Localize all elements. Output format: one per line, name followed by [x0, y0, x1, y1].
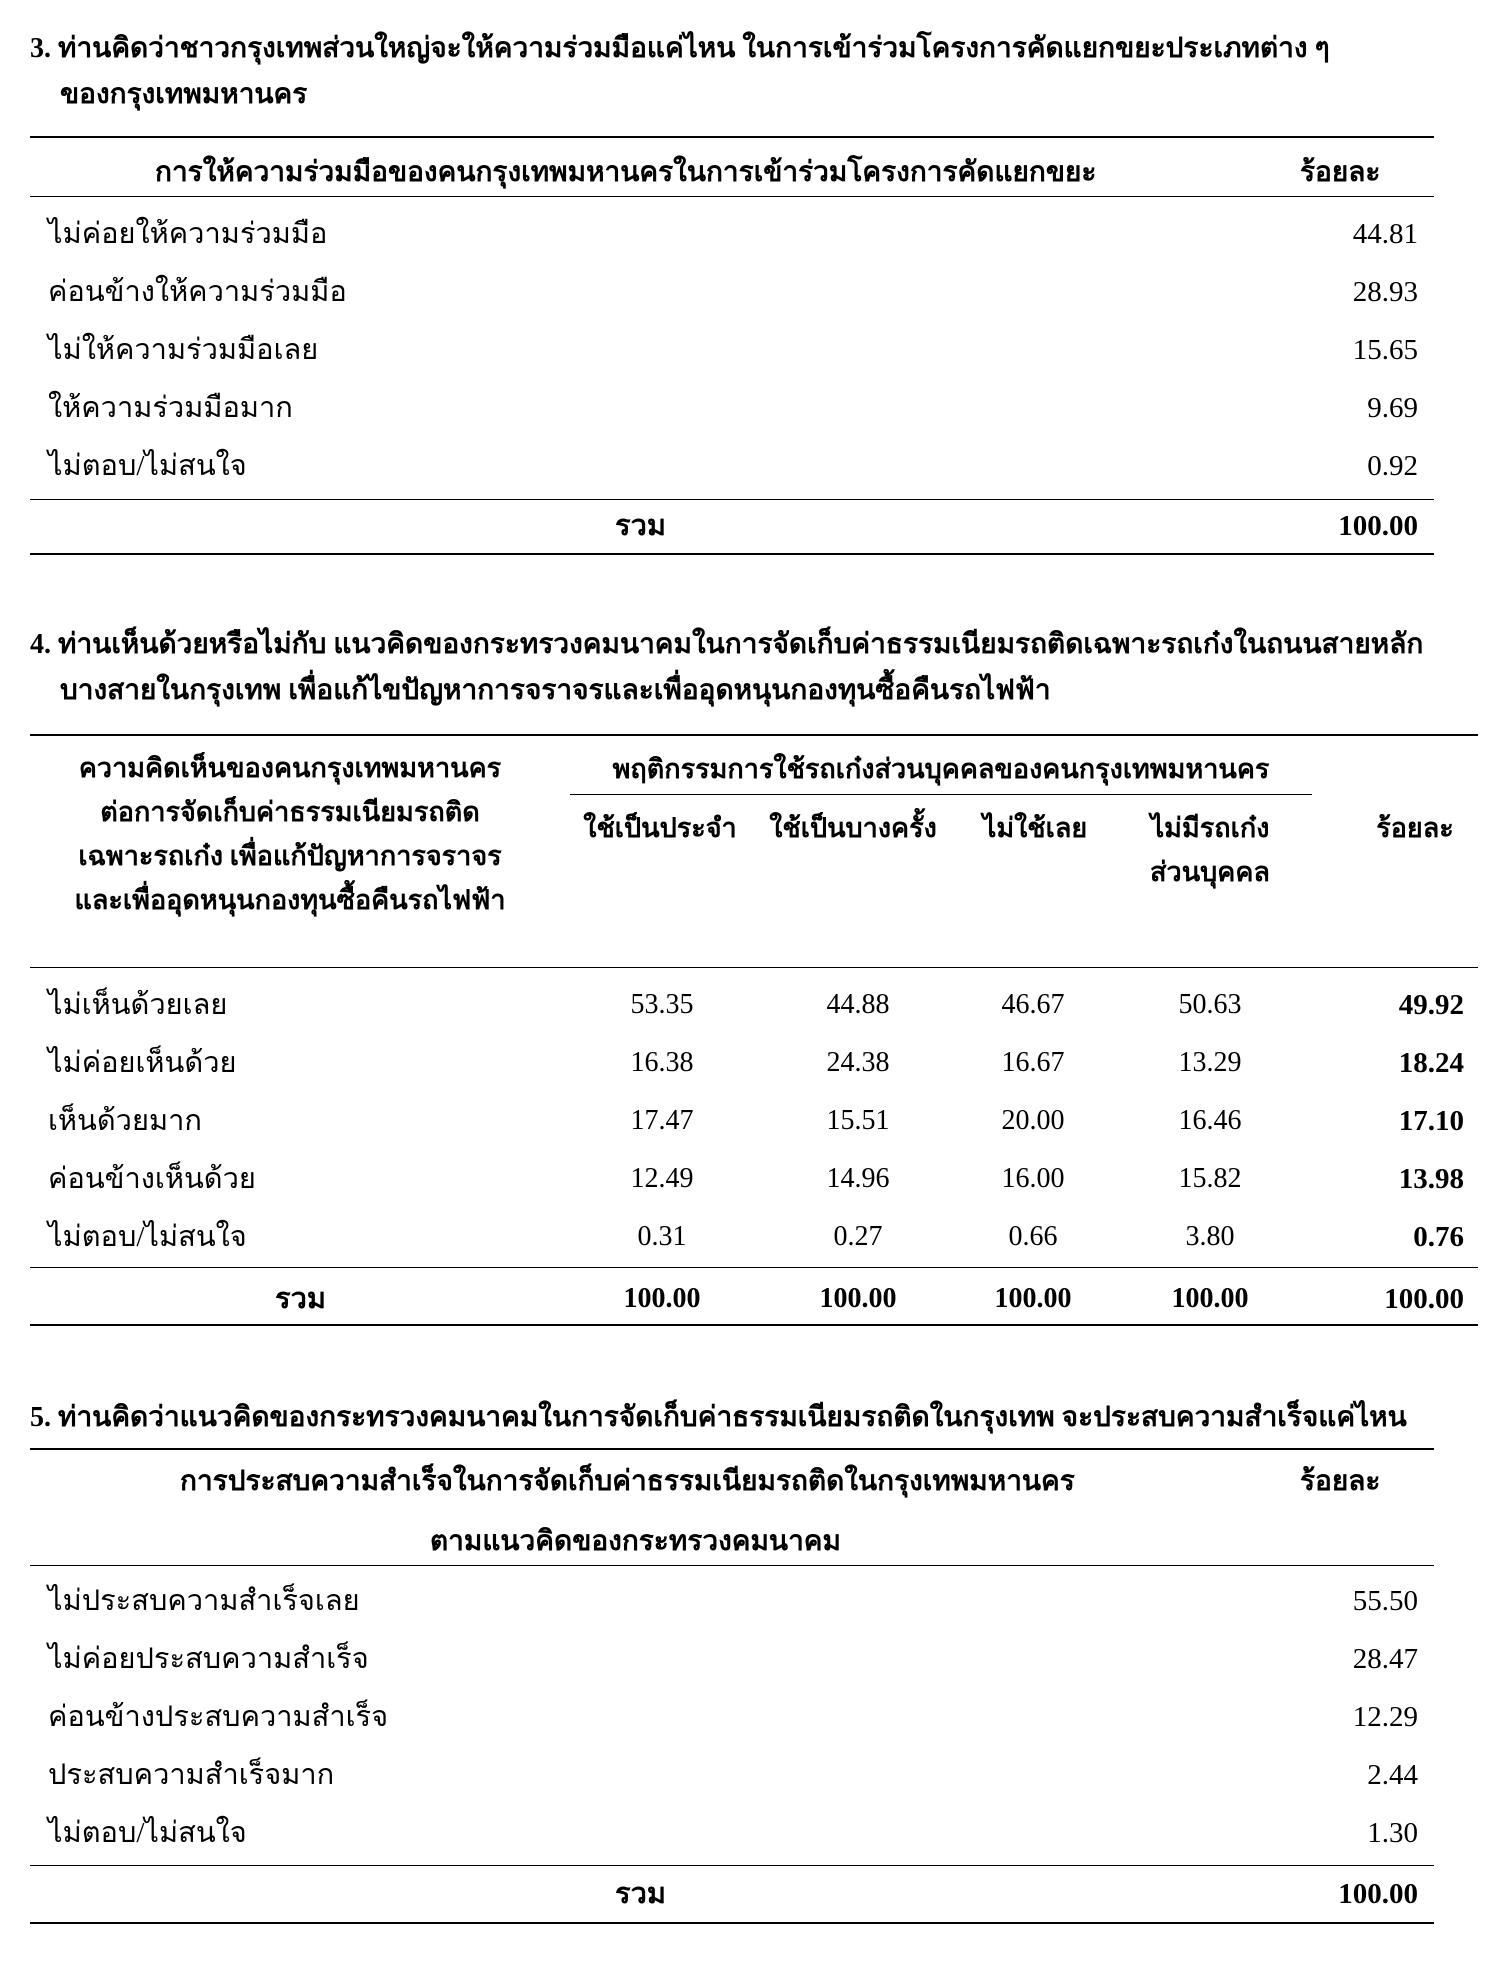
cell-total: 18.24: [1398, 1047, 1464, 1079]
table-row: [30, 263, 1434, 321]
cell-never: 16.00: [1001, 1163, 1065, 1194]
cell-regular: 17.47: [630, 1105, 694, 1136]
q4-col-header-2: ใช้เป็นบางครั้ง: [769, 813, 937, 843]
cell-sometimes: 24.38: [826, 1047, 890, 1078]
q4-table-bottom-rule: [30, 1324, 1478, 1326]
q3-table-bottom-rule: [30, 553, 1434, 555]
q4-col-header-4-line2: ส่วนบุคคล: [1150, 857, 1270, 887]
table-row: [30, 1688, 1434, 1746]
row-label: ค่อนข้างเห็นด้วย: [48, 1163, 256, 1195]
q4-col-header-3: ไม่ใช้เลย: [982, 813, 1088, 843]
row-value: 28.93: [1352, 276, 1418, 308]
row-label: ไม่ให้ความร่วมมือเลย: [48, 334, 319, 366]
row-value: 44.81: [1352, 218, 1418, 250]
cell-no-car: 13.29: [1178, 1047, 1242, 1078]
row-value: 28.47: [1352, 1643, 1418, 1675]
row-value: 9.69: [1367, 392, 1418, 424]
cell-sometimes: 44.88: [826, 989, 890, 1020]
row-label: ไม่เห็นด้วยเลย: [48, 989, 228, 1021]
cell-total: 0.76: [1413, 1221, 1464, 1253]
q4-group-rule: [570, 794, 1312, 795]
q4-col-header-4: ไม่มีรถเก๋ง: [1150, 813, 1270, 843]
row-label: ไม่ค่อยให้ความร่วมมือ: [48, 218, 328, 250]
cell-regular: 12.49: [630, 1163, 694, 1194]
row-label: ไม่ตอบ/ไม่สนใจ: [48, 1221, 247, 1253]
q5-header-rule: [30, 1565, 1434, 1566]
q4-header-line: ความคิดเห็นของคนกรุงเทพมหานคร: [78, 753, 502, 783]
row-value: 2.44: [1367, 1759, 1418, 1791]
cell-regular: 0.31: [637, 1221, 687, 1252]
row-label: ไม่ประสบความสำเร็จเลย: [48, 1585, 360, 1617]
q5-header-value: ร้อยละ: [1300, 1466, 1381, 1497]
row-label: ค่อนข้างประสบความสำเร็จ: [48, 1701, 389, 1733]
q5-question: [30, 1395, 1407, 1441]
row-label: ให้ความร่วมมือมาก: [48, 392, 293, 424]
q5-question-line1: 5. ท่านคิดว่าแนวคิดของกระทรวงคมนาคมในการจัดเก็บค่าธรรมเนียมรถติดในกรุงเทพ จะประสบความสำเร็จแค่ไหน: [30, 1402, 1407, 1433]
q4-col-header-1: ใช้เป็นประจำ: [583, 813, 737, 843]
row-label: เห็นด้วยมาก: [48, 1105, 202, 1137]
q3-table-top-rule: [30, 136, 1434, 138]
cell-regular: 16.38: [630, 1047, 694, 1078]
total-label: รวม: [615, 510, 666, 542]
row-label: ไม่ตอบ/ไม่สนใจ: [48, 450, 247, 482]
table-row: [30, 1150, 1478, 1208]
q3-header-value: ร้อยละ: [1300, 157, 1381, 188]
table-row: [30, 1572, 1434, 1630]
cell-never: 20.00: [1001, 1105, 1065, 1136]
row-value: 1.30: [1367, 1817, 1418, 1849]
row-value: 12.29: [1352, 1701, 1418, 1733]
row-label: ไม่ตอบ/ไม่สนใจ: [48, 1817, 247, 1849]
q5-table-top-rule: [30, 1448, 1434, 1450]
row-value: 55.50: [1352, 1585, 1418, 1617]
table-row: [30, 976, 1478, 1034]
q3-header-label: การให้ความร่วมมือของคนกรุงเทพมหานครในการเข้าร่วมโครงการคัดแยกขยะ: [155, 157, 1097, 188]
table-row: [30, 1804, 1434, 1862]
q4-question: [30, 622, 1423, 714]
cell-sometimes: 0.27: [833, 1221, 883, 1252]
total-regular: 100.00: [623, 1283, 701, 1314]
row-label: ไม่ค่อยเห็นด้วย: [48, 1047, 237, 1079]
total-value: 100.00: [1338, 1878, 1418, 1910]
q3-header-rule: [30, 196, 1434, 197]
total-no-car: 100.00: [1171, 1283, 1249, 1314]
row-value: 0.92: [1367, 450, 1418, 482]
table-row: [30, 1208, 1478, 1266]
cell-no-car: 15.82: [1178, 1163, 1242, 1194]
q4-group-header: พฤติกรรมการใช้รถเก๋งส่วนบุคคลของคนกรุงเทพมหานคร: [612, 754, 1270, 784]
cell-sometimes: 14.96: [826, 1163, 890, 1194]
cell-no-car: 50.63: [1178, 989, 1242, 1020]
q5-total-row: [30, 1865, 1434, 1923]
q5-header-label-line2: ตามแนวคิดของกระทรวงคมนาคม: [430, 1526, 841, 1557]
table-row: [30, 1092, 1478, 1150]
q4-question-line1: 4. ท่านเห็นด้วยหรือไม่กับ แนวคิดของกระทรวงคมนาคมในการจัดเก็บค่าธรรมเนียมรถติดเฉพาะรถเก๋งในถนนสายหลัก: [30, 629, 1424, 660]
table-row: [30, 437, 1434, 495]
cell-total: 13.98: [1398, 1163, 1464, 1195]
cell-regular: 53.35: [630, 989, 694, 1020]
cell-never: 0.66: [1008, 1221, 1058, 1252]
cell-never: 46.67: [1001, 989, 1065, 1020]
q4-total-rule: [30, 1267, 1478, 1268]
q4-header-line: ต่อการจัดเก็บค่าธรรมเนียมรถติด: [100, 797, 480, 827]
cell-no-car: 16.46: [1178, 1105, 1242, 1136]
q4-total-row: [30, 1270, 1478, 1328]
total-label: รวม: [615, 1878, 666, 1910]
total-value: 100.00: [1384, 1283, 1464, 1315]
q3-question-line2: ของกรุงเทพมหานคร: [60, 79, 308, 110]
total-label: รวม: [275, 1283, 326, 1315]
q4-header-label: [30, 746, 550, 922]
table-row: [30, 205, 1434, 263]
table-row: [30, 1746, 1434, 1804]
q4-header-line: และเพื่ออุดหนุนกองทุนซื้อคืนรถไฟฟ้า: [74, 885, 506, 915]
q5-table-bottom-rule: [30, 1922, 1434, 1924]
q4-header-rule: [30, 967, 1478, 968]
row-label: ค่อนข้างให้ความร่วมมือ: [48, 276, 347, 308]
cell-no-car: 3.80: [1185, 1221, 1235, 1252]
total-sometimes: 100.00: [819, 1283, 897, 1314]
total-never: 100.00: [994, 1283, 1072, 1314]
table-row: [30, 1034, 1478, 1092]
cell-sometimes: 15.51: [826, 1105, 890, 1136]
q4-table-top-rule: [30, 734, 1478, 736]
row-label: ไม่ค่อยประสบความสำเร็จ: [48, 1643, 369, 1675]
table-row: [30, 321, 1434, 379]
q4-header-line: เฉพาะรถเก๋ง เพื่อแก้ปัญหาการจราจร: [78, 841, 502, 871]
table-row: [30, 379, 1434, 437]
q3-question-line1: 3. ท่านคิดว่าชาวกรุงเทพส่วนใหญ่จะให้ความร่วมมือแค่ไหน ในการเข้าร่วมโครงการคัดแยกขยะประเภทต่าง ๆ: [30, 33, 1330, 64]
table-row: [30, 1630, 1434, 1688]
row-label: ประสบความสำเร็จมาก: [48, 1759, 335, 1791]
cell-total: 49.92: [1398, 989, 1464, 1021]
q5-header-label-line1: การประสบความสำเร็จในการจัดเก็บค่าธรรมเนียมรถติดในกรุงเทพมหานคร: [180, 1466, 1075, 1497]
total-value: 100.00: [1338, 510, 1418, 542]
cell-never: 16.67: [1001, 1047, 1065, 1078]
q4-question-line2: บางสายในกรุงเทพ เพื่อแก้ไขปัญหาการจราจรและเพื่ออุดหนุนกองทุนซื้อคืนรถไฟฟ้า: [60, 675, 1051, 706]
q4-percent-header: ร้อยละ: [1376, 813, 1454, 843]
q3-total-row: [30, 497, 1434, 555]
row-value: 15.65: [1352, 334, 1418, 366]
q3-question: [30, 26, 1330, 118]
cell-total: 17.10: [1398, 1105, 1464, 1137]
